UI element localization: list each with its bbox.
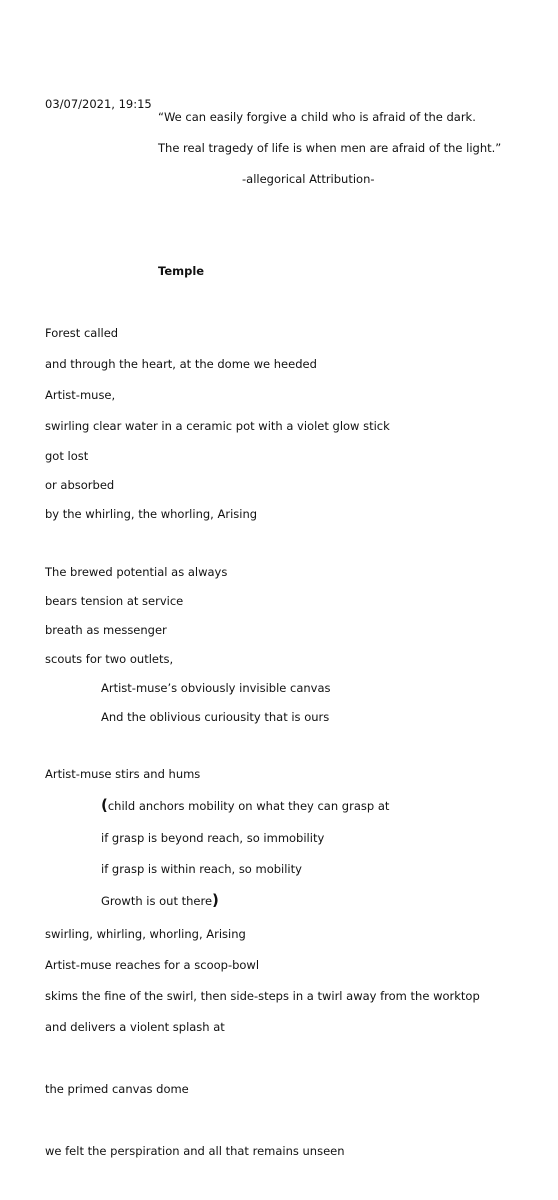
parenthetical-line: if grasp is beyond reach, so immobility	[101, 831, 325, 845]
poem-line: The brewed potential as always	[45, 565, 228, 579]
poem-line: bears tension at service	[45, 594, 184, 608]
poem-line: and through the heart, at the dome we heeded	[45, 357, 317, 371]
parenthetical-line	[101, 798, 389, 813]
poem-line: Artist-muse,	[45, 388, 116, 402]
poem-line: scouts for two outlets,	[45, 652, 174, 666]
open-parenthesis: (	[101, 796, 108, 814]
parenthetical-text: Growth is out there	[101, 894, 213, 908]
poem-line: swirling, whirling, whorling, Arising	[45, 927, 246, 941]
poem-title: Temple	[158, 264, 205, 278]
parenthetical-line	[101, 893, 219, 908]
timestamp: 03/07/2021, 19:15	[45, 97, 152, 111]
poem-line: Artist-muse stirs and hums	[45, 767, 201, 781]
parenthetical-text: child anchors mobility on what they can grasp at	[107, 799, 390, 813]
poem-line: Forest called	[45, 326, 119, 340]
poem-line-indented: Artist-muse’s obviously invisible canvas	[101, 681, 331, 695]
poem-line: or absorbed	[45, 478, 115, 492]
poem-line: skims the fine of the swirl, then side-steps in a twirl away from the worktop	[45, 989, 480, 1003]
poem-line-indented: And the oblivious curiousity that is ours	[101, 710, 330, 724]
epigraph-line-2: The real tragedy of life is when men are afraid of the light.”	[158, 141, 502, 155]
poem-line: swirling clear water in a ceramic pot with a violet glow stick	[45, 419, 390, 433]
poem-line: got lost	[45, 449, 89, 463]
poem-line: the primed canvas dome	[45, 1082, 189, 1096]
epigraph-line-1: “We can easily forgive a child who is afraid of the dark.	[158, 110, 476, 124]
poem-line: we felt the perspiration and all that remains unseen	[45, 1144, 345, 1158]
parenthetical-line: if grasp is within reach, so mobility	[101, 862, 302, 876]
close-parenthesis: )	[212, 891, 219, 909]
poem-line: breath as messenger	[45, 623, 167, 637]
poem-line: by the whirling, the whorling, Arising	[45, 507, 258, 521]
poem-line: and delivers a violent splash at	[45, 1020, 225, 1034]
epigraph-attribution: -allegorical Attribution-	[242, 172, 375, 186]
poem-line: Artist-muse reaches for a scoop-bowl	[45, 958, 260, 972]
